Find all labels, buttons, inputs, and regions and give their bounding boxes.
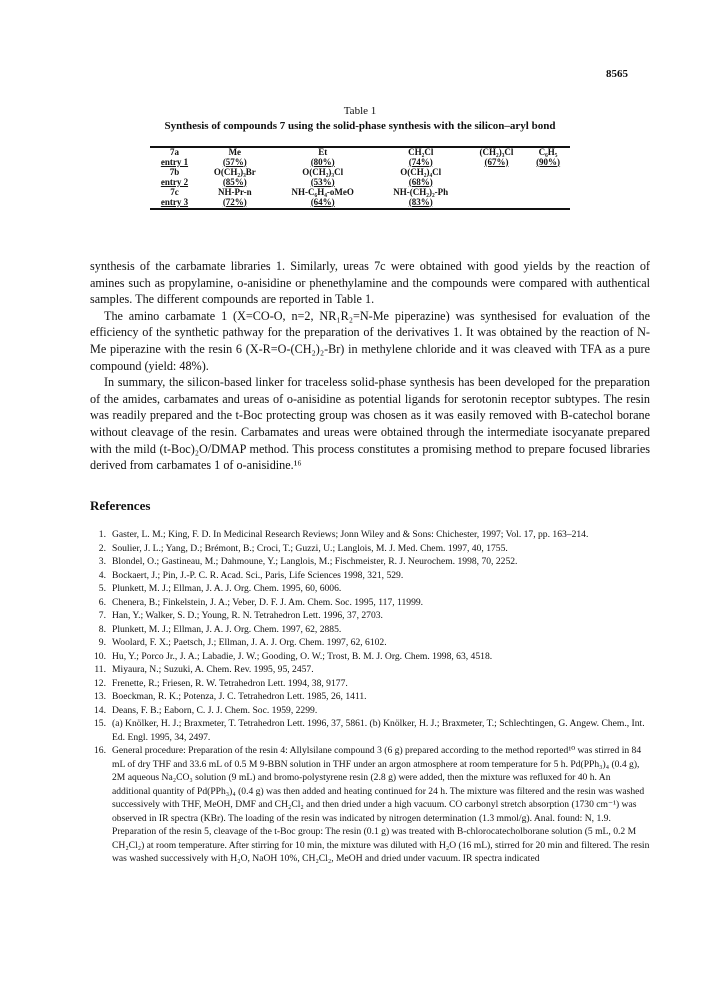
reference-number: 10. xyxy=(94,650,106,662)
reference-number: 4. xyxy=(98,569,106,581)
table-cell-substituent: Et xyxy=(318,147,328,157)
table-cell-substituent: NH-(CH₂)₂-Ph xyxy=(393,187,449,197)
reference-item xyxy=(90,690,650,704)
reference-text: Deans, F. B.; Eaborn, C. J. J. Chem. Soc. 1959, 2299. xyxy=(112,704,318,716)
reference-number: 1. xyxy=(98,529,106,540)
reference-text: (a) Knölker, H. J.; Braxmeter, T. Tetrahedron Lett. 1996, 37, 5861. (b) Knölker, H. J.; Braxmeter, T.; Schlechtingen, G. Angew. Chem., Int. Ed. Engl. 1995, 34, 2497. xyxy=(112,718,645,743)
reference-number: 9. xyxy=(98,637,106,648)
reference-item xyxy=(90,528,650,542)
reference-item xyxy=(90,636,650,650)
paragraph: synthesis of the carbamate libraries 1. Similarly, ureas 7c were obtained with good yields by the reaction of amines such as propylamine, o-anisidine or phenethylamine and the compounds were compared with authentical samples. The different compounds are reported in Table 1. xyxy=(90,259,650,307)
reference-number: 7. xyxy=(98,610,106,621)
table-cell-substituent xyxy=(467,188,526,198)
table-cell-substituent xyxy=(526,188,570,198)
reference-item xyxy=(90,569,650,583)
table-row-compound xyxy=(150,188,570,198)
table-cell-yield: (85%) xyxy=(222,176,247,187)
table-cell-substituent: O(CH₂)₄Cl xyxy=(400,167,442,177)
table-row-compound xyxy=(150,168,570,178)
table-cell-substituent xyxy=(467,168,526,178)
references-heading: References xyxy=(90,498,151,513)
reference-number: 8. xyxy=(98,623,106,635)
table-cell-substituent: (CH₂)₃Cl xyxy=(479,147,514,157)
table-cell-yield: (72%) xyxy=(222,196,247,207)
reference-text: Gaster, L. M.; King, F. D. In Medicinal Research Reviews; Jonn Wiley and & Sons: Chichester, 1997; Vol. 17, pp. 163–214. xyxy=(112,529,589,540)
table-cell-compound: 7c xyxy=(170,187,179,197)
body-text xyxy=(90,258,650,474)
table-row-compound xyxy=(150,147,570,158)
reference-number: 5. xyxy=(98,583,106,594)
reference-text: Woolard, F. X.; Paetsch, J.; Ellman, J. A. J. Org. Chem. 1997, 62, 6102. xyxy=(112,637,387,648)
table-cell-yield: (57%) xyxy=(222,156,247,167)
reference-text: Chenera, B.; Finkelstein, J. A.; Veber, D. F. J. Am. Chem. Soc. 1995, 117, 11999. xyxy=(112,596,424,608)
table-row-yield xyxy=(150,198,570,210)
table-cell-entry: entry 2 xyxy=(160,176,189,187)
reference-number: 2. xyxy=(98,542,106,554)
reference-number: 16. xyxy=(94,745,106,756)
table-cell-yield: (90%) xyxy=(536,156,561,167)
reference-text: Plunkett, M. J.; Ellman, J. A. J. Org. Chem. 1995, 60, 6006. xyxy=(112,583,342,594)
paragraph: In summary, the silicon-based linker for traceless solid-phase synthesis has been developed for the preparation of the amides, carbamates and ureas of o-anisidine as potential ligands for serotonin receptor subtypes. The resin was readily prepared and the t-Boc protecting group was chosen as it was easily removed with B-catechol borane without cleavage of the resin. Carbamates and ureas were obtained through the intermediate isocyanate prepared with the mild (t-Boc)₂O/DMAP method. This process constitutes a promising method to prepare focused libraries derived from carbamates 1 of o-anisidine.¹⁶ xyxy=(90,375,650,473)
table-title: Synthesis of compounds 7 using the solid-phase synthesis with the silicon–aryl bond xyxy=(164,120,556,132)
table-cell-yield: (68%) xyxy=(408,176,433,187)
reference-item xyxy=(90,717,650,744)
table-cell-yield: (74%) xyxy=(408,156,433,167)
table-cell-yield xyxy=(467,198,526,210)
table-cell-entry: entry 3 xyxy=(160,196,189,207)
reference-item xyxy=(90,542,650,556)
reference-item xyxy=(90,609,650,623)
table-cell-entry: entry 1 xyxy=(160,156,189,167)
reference-number: 12. xyxy=(94,677,106,689)
table-row-yield xyxy=(150,178,570,189)
reference-text: Miyaura, N.; Suzuki, A. Chem. Rev. 1995, 95, 2457. xyxy=(112,664,314,675)
reference-item xyxy=(90,582,650,596)
table-cell-substituent xyxy=(526,168,570,178)
reference-item xyxy=(90,704,650,718)
table-cell-substituent: NH-C₆H₄-oMeO xyxy=(291,187,354,197)
reference-number: 3. xyxy=(98,556,106,567)
page-number: 8565 xyxy=(606,68,628,80)
reference-text: Hu, Y.; Porco Jr., J. A.; Labadie, J. W.; Gooding, O. W.; Trost, B. M. J. Org. Chem. 1998, 63, 4518. xyxy=(112,650,493,662)
reference-number: 15. xyxy=(94,718,106,729)
table-cell-yield xyxy=(467,178,526,189)
table-cell-substituent: CH₂Cl xyxy=(408,147,434,157)
reference-number: 6. xyxy=(98,596,106,608)
table-cell-yield xyxy=(526,178,570,189)
reference-item xyxy=(90,596,650,610)
paragraph: The amino carbamate 1 (X=CO-O, n=2, NR₁R₂=N-Me piperazine) was synthesised for evaluation of the efficiency of the synthetic pathway for the preparation of the derivatives 1. It was obtained by the reaction of N-Me piperazine with the resin 6 (X-R=O-(CH₂)₂-Br) in methylene chloride and it was cleaved with TFA as a pure compound (yield: 48%). xyxy=(90,308,650,373)
references-list xyxy=(90,528,650,866)
table-cell-compound: 7a xyxy=(169,147,179,157)
reference-text: Boeckman, R. K.; Potenza, J. C. Tetrahedron Lett. 1985, 26, 1411. xyxy=(112,691,367,702)
reference-item xyxy=(90,623,650,637)
reference-text: Blondel, O.; Gastineau, M.; Dahmoune, Y.; Langlois, M.; Fischmeister, R. J. Neurochem. 1998, 70, 2252. xyxy=(112,556,518,567)
reference-number: 14. xyxy=(94,704,106,716)
reference-number: 11. xyxy=(94,664,106,675)
table-cell-substituent: O(CH₂)₃Br xyxy=(213,167,256,177)
reference-text: Bockaert, J.; Pin, J.-P. C. R. Acad. Sci., Paris, Life Sciences 1998, 321, 529. xyxy=(112,569,404,581)
table-cell-yield: (83%) xyxy=(408,196,433,207)
table-label: Table 1 xyxy=(343,105,377,117)
reference-item xyxy=(90,650,650,664)
table-cell-substituent: Me xyxy=(228,147,242,157)
table-cell-substituent: C₆H₅ xyxy=(538,147,558,157)
reference-item xyxy=(90,663,650,677)
reference-text: Soulier, J. L.; Yang, D.; Brémont, B.; Croci, T.; Guzzi, U.; Langlois, M. J. Med. Chem. 1997, 40, 1755. xyxy=(112,542,508,554)
table-cell-yield xyxy=(526,198,570,210)
table-cell-yield: (53%) xyxy=(310,176,335,187)
table-cell-substituent: NH-Pr-n xyxy=(217,187,252,197)
reference-text: Han, Y.; Walker, S. D.; Young, R. N. Tetrahedron Lett. 1996, 37, 2703. xyxy=(112,610,383,621)
table-cell-yield: (67%) xyxy=(484,156,509,167)
compounds-table xyxy=(150,146,570,210)
reference-number: 13. xyxy=(94,691,106,702)
reference-item xyxy=(90,555,650,569)
table-cell-compound: 7b xyxy=(169,167,180,177)
reference-item xyxy=(90,744,650,866)
reference-text: General procedure: Preparation of the resin 4: Allylsilane compound 3 (6 g) prepared according to the method reported¹⁰ was stirred in 84 mL of dry THF and 33.6 mL of 0.5 M 9-BBN solution in THF under an argon atmosphere at room temperature for 5 h. Pd(PPh₃)₄ (0.4 g), 2M aqueous Na₂CO₃ solution (9 mL) and bromo-polystyrene resin (2.8 g) were added, then the mixture was refluxed for 40 h. An additional quantity of Pd(PPh₃)₄ (0.4 g) was then added and heating continued for 24 h. The mixture was filtered and the resin was washed successively with THF, MeOH, DMF and CH₂Cl₂ and then dried under a high vacuum. CO carbonyl stretch absorption (1730 cm⁻¹) was observed in IR spectra (KBr). The loading of the resin was indicated by nitrogen determination (1.3 mmol/g). Anal. found: N, 1.9. Preparation of the resin 5, cleavage of the t-Boc group: The resin (0.1 g) was treated with B-chlorocatecholborane solution (5 mL, 0.2 M CH₂Cl₂) at room temperature. After stirring for 10 min, the mixture was diluted with H₂O (16 mL), stirred for 20 min and filtered. The resin was washed successively with H₂O, NaOH 10%, CH₂Cl₂, MeOH and dried under vacuum. IR spectra indicated xyxy=(112,745,650,864)
table-caption xyxy=(0,104,720,134)
reference-item xyxy=(90,677,650,691)
table-cell-yield: (80%) xyxy=(310,156,335,167)
reference-text: Plunkett, M. J.; Ellman, J. A. J. Org. Chem. 1997, 62, 2885. xyxy=(112,623,342,635)
table-cell-substituent: O(CH₂)₃Cl xyxy=(302,167,344,177)
reference-text: Frenette, R.; Friesen, R. W. Tetrahedron Lett. 1994, 38, 9177. xyxy=(112,677,348,689)
table-cell-yield: (64%) xyxy=(310,196,335,207)
table-row-yield xyxy=(150,158,570,169)
